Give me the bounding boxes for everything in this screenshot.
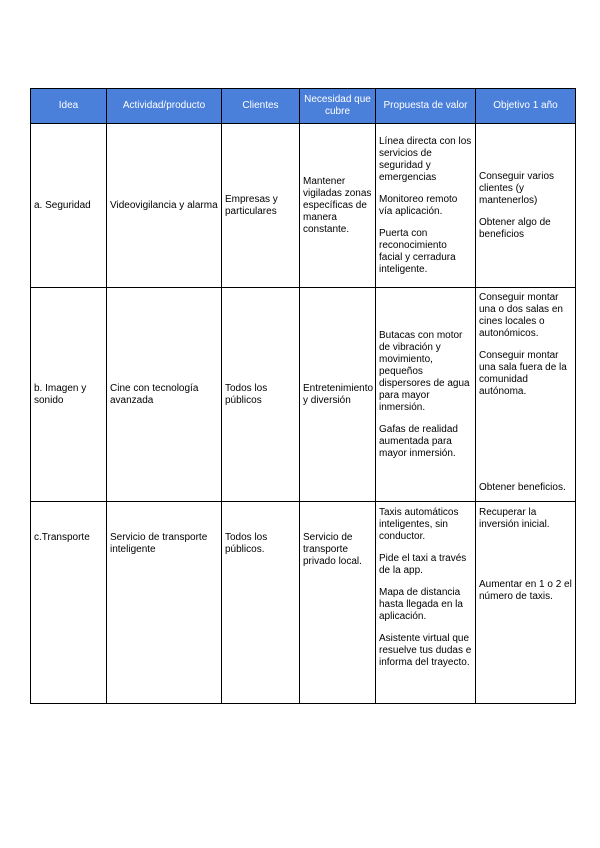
cell-actividad: Servicio de transporte inteligente	[107, 502, 222, 704]
table-row	[31, 124, 576, 288]
propuesta-item: Mapa de distancia hasta llegada en la aplicación.	[379, 587, 463, 622]
objetivo-item: Recuperar la inversión inicial.	[479, 507, 550, 530]
objetivo-group	[479, 292, 572, 398]
business-ideas-table	[30, 88, 576, 704]
cell-clientes: Todos los públicos.	[222, 502, 300, 704]
cell-propuesta	[376, 288, 476, 502]
propuesta-item: Gafas de realidad aumentada para mayor inmersión.	[379, 423, 458, 459]
header-actividad: Actividad/producto	[107, 89, 222, 124]
header-objetivo: Objetivo 1 año	[476, 89, 576, 124]
objetivo-item: Obtener beneficios.	[479, 482, 566, 493]
propuesta-item: Línea directa con los servicios de seguridad y emergencias	[379, 135, 472, 183]
table-row	[31, 502, 576, 704]
cell-clientes: Empresas y particulares	[222, 124, 300, 288]
cell-idea: c.Transporte	[31, 502, 107, 704]
cell-clientes: Todos los públicos	[222, 288, 300, 502]
propuesta-item: Asistente virtual que resuelve tus dudas e informa del trayecto.	[379, 633, 472, 668]
objetivo-item: Conseguir montar una sala fuera de la comunidad autónoma.	[479, 350, 567, 397]
cell-necesidad: Entretenimiento y diversión	[300, 288, 376, 502]
cell-objetivo	[476, 502, 576, 704]
propuesta-item: Pide el taxi a través de la app.	[379, 553, 467, 576]
cell-idea: b. Imagen y sonido	[31, 288, 107, 502]
cell-necesidad: Servicio de transporte privado local.	[300, 502, 376, 704]
table-row	[31, 288, 576, 502]
cell-actividad: Cine con tecnología avanzada	[107, 288, 222, 502]
cell-objetivo	[476, 124, 576, 288]
header-propuesta: Propuesta de valor	[376, 89, 476, 124]
header-necesidad: Necesidad que cubre	[300, 89, 376, 124]
propuesta-item: Puerta con reconocimiento facial y cerradura inteligente.	[379, 227, 456, 275]
objetivo-stack	[479, 292, 572, 494]
cell-objetivo	[476, 288, 576, 502]
header-idea: Idea	[31, 89, 107, 124]
propuesta-item: Taxis automáticos inteligentes, sin conductor.	[379, 507, 459, 542]
propuesta-item: Butacas con motor de vibración y movimiento, pequeños dispersores de agua para mayor inmersión.	[379, 329, 470, 413]
propuesta-item: Monitoreo remoto vía aplicación.	[379, 193, 458, 217]
cell-necesidad: Mantener vigiladas zonas específicas de manera constante.	[300, 124, 376, 288]
cell-idea: a. Seguridad	[31, 124, 107, 288]
header-clientes: Clientes	[222, 89, 300, 124]
objetivo-item: Obtener algo de beneficios	[479, 216, 551, 240]
objetivo-item: Aumentar en 1 o 2 el número de taxis.	[479, 579, 572, 602]
cell-propuesta	[376, 124, 476, 288]
objetivo-item: Conseguir varios clientes (y mantenerlos)	[479, 170, 555, 206]
header-row	[31, 89, 576, 124]
cell-actividad: Videovigilancia y alarma	[107, 124, 222, 288]
objetivo-item: Conseguir montar una o dos salas en cines locales o autonómicos.	[479, 292, 563, 339]
cell-propuesta	[376, 502, 476, 704]
